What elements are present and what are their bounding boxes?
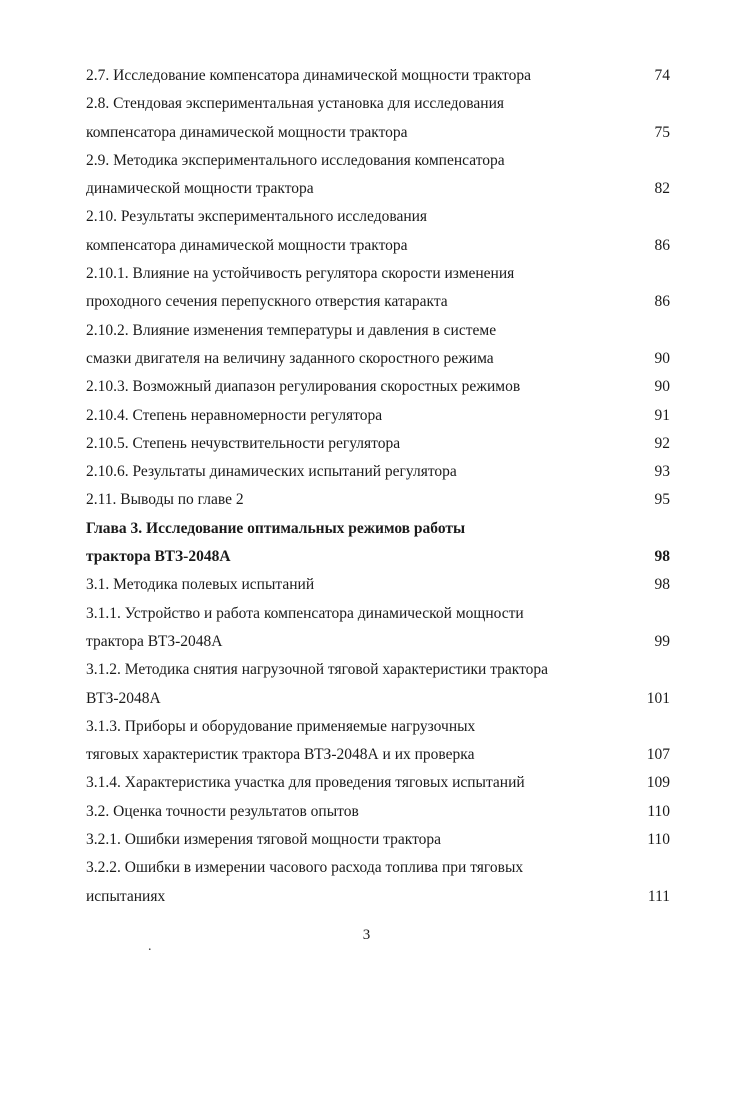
toc-entry-title-line: 2.10.3. Возможный диапазон регулирования скоростных режимов <box>86 378 521 396</box>
toc-page-number: 91 <box>654 406 670 424</box>
toc-entry <box>86 713 670 770</box>
toc-entry <box>86 317 670 374</box>
toc-entry-title-line: ВТЗ-2048А <box>86 689 161 707</box>
toc-entry <box>86 62 670 90</box>
toc-entry-title-line: смазки двигателя на величину заданного скоростного режима <box>86 349 494 367</box>
toc-entry <box>86 203 670 260</box>
toc-page-number: 90 <box>654 378 670 396</box>
toc-entry <box>86 430 670 458</box>
toc-entry-title-line: 3.1.3. Приборы и оборудование применяемые нагрузочных <box>86 717 476 735</box>
toc-entry <box>86 373 670 401</box>
toc-page-number: 110 <box>647 831 670 849</box>
toc-entry-title-line: компенсатора динамической мощности трактора <box>86 236 408 254</box>
toc-entry <box>86 854 670 911</box>
toc-entry-title-line: компенсатора динамической мощности трактора <box>86 123 408 141</box>
toc-entry <box>86 571 670 599</box>
toc-entry-title-line: 3.2. Оценка точности результатов опытов <box>86 802 359 820</box>
toc-page-number: 95 <box>654 491 670 509</box>
toc-entry <box>86 147 670 204</box>
toc-page-number: 110 <box>647 802 670 820</box>
toc-entry-title-line: 3.2.1. Ошибки измерения тяговой мощности трактора <box>86 831 442 849</box>
toc-entry <box>86 656 670 713</box>
toc-entry <box>86 260 670 317</box>
table-of-contents <box>86 62 670 911</box>
toc-page-number: 82 <box>654 180 670 198</box>
toc-entry-title-line: 3.1. Методика полевых испытаний <box>86 576 315 594</box>
toc-entry-title-line: проходного сечения перепускного отверстия катаракта <box>86 293 448 311</box>
toc-page-number: 107 <box>646 746 670 764</box>
page-number: 3 <box>362 927 371 943</box>
toc-page-number: 92 <box>654 434 670 452</box>
toc-entry-title-line: трактора ВТЗ-2048А <box>86 632 223 650</box>
toc-entry-title-line: 2.10.2. Влияние изменения температуры и давления в системе <box>86 321 497 339</box>
toc-entry-title-line: 2.7. Исследование компенсатора динамической мощности трактора <box>86 67 531 84</box>
toc-entry-title-line: 2.10.4. Степень неравномерности регулятора <box>86 406 383 424</box>
toc-entry <box>86 402 670 430</box>
toc-page-number: 93 <box>654 463 670 481</box>
toc-entry-title-line: 3.1.4. Характеристика участка для проведения тяговых испытаний <box>86 774 525 792</box>
toc-entry-title-line: 2.10.5. Степень нечувствительности регулятора <box>86 434 401 452</box>
toc-entry-title-line: 3.2.2. Ошибки в измерении часового расхода топлива при тяговых <box>86 859 524 877</box>
toc-entry-title-line: 2.10. Результаты экспериментального исследования <box>86 208 428 226</box>
toc-entry-title-line: 2.10.1. Влияние на устойчивость регулятора скорости изменения <box>86 265 515 283</box>
toc-page-number: 90 <box>654 349 670 367</box>
toc-page-number: 109 <box>646 774 670 792</box>
toc-page-number: 86 <box>654 293 670 311</box>
toc-entry-title-line: испытаниях <box>86 887 166 905</box>
toc-entry-title-line: динамической мощности трактора <box>86 180 314 198</box>
toc-page-number: 86 <box>654 236 670 254</box>
toc-entry <box>86 486 670 514</box>
toc-page-number: 99 <box>654 632 670 650</box>
toc-page-number: 98 <box>654 548 670 566</box>
toc-page-number: 111 <box>647 887 670 905</box>
toc-entry-title-line: Глава 3. Исследование оптимальных режимов работы <box>86 519 466 537</box>
toc-page-number: 101 <box>646 689 670 707</box>
toc-entry <box>86 458 670 486</box>
toc-chapter-entry <box>86 515 670 572</box>
toc-entry-title-line: тяговых характеристик трактора ВТЗ-2048А и их проверка <box>86 746 475 764</box>
toc-entry-title-line: трактора ВТЗ-2048А <box>86 548 231 566</box>
toc-page-number: 75 <box>654 123 670 141</box>
toc-entry-title-line: 2.11. Выводы по главе 2 <box>86 491 244 509</box>
toc-entry <box>86 600 670 657</box>
scan-speck: . <box>148 939 152 954</box>
toc-page-number: 74 <box>654 67 670 84</box>
toc-entry <box>86 826 670 854</box>
toc-entry <box>86 769 670 797</box>
toc-entry-title-line: 3.1.1. Устройство и работа компенсатора динамической мощности <box>86 604 524 622</box>
toc-entry <box>86 90 670 147</box>
toc-entry-title-line: 2.9. Методика экспериментального исследования компенсатора <box>86 151 505 169</box>
toc-entry-title-line: 2.8. Стендовая экспериментальная установка для исследования <box>86 95 505 113</box>
toc-entry-title-line: 2.10.6. Результаты динамических испытаний регулятора <box>86 463 457 481</box>
toc-entry-title-line: 3.1.2. Методика снятия нагрузочной тяговой характеристики трактора <box>86 661 549 679</box>
toc-page-number: 98 <box>654 576 670 594</box>
toc-entry <box>86 798 670 826</box>
